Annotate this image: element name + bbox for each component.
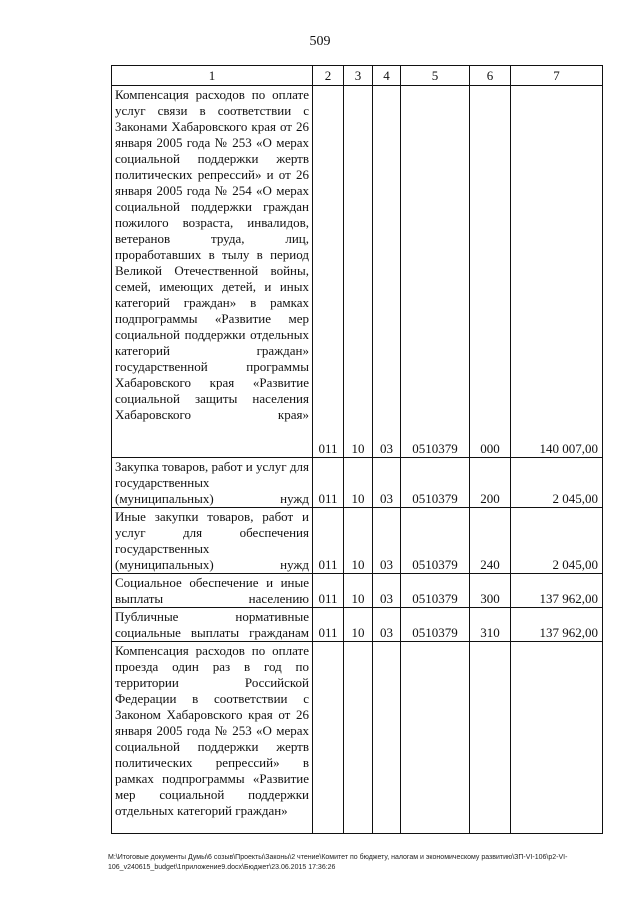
code-cell: 03 bbox=[373, 508, 401, 574]
row-description: Социальное обеспечение и иные выплаты населению bbox=[112, 574, 313, 608]
code-cell: 10 bbox=[344, 508, 373, 574]
code-cell: 011 bbox=[313, 608, 344, 642]
row-description: Публичные нормативные социальные выплаты гражданам bbox=[112, 608, 313, 642]
code-cell: 03 bbox=[373, 608, 401, 642]
code-cell: 03 bbox=[373, 574, 401, 608]
code-cell: 011 bbox=[313, 508, 344, 574]
table-row bbox=[112, 608, 603, 642]
code-cell bbox=[313, 642, 344, 834]
code-cell: 0510379 bbox=[401, 86, 470, 458]
table-row bbox=[112, 574, 603, 608]
code-cell: 10 bbox=[344, 458, 373, 508]
code-cell: 0510379 bbox=[401, 574, 470, 608]
table-row bbox=[112, 508, 603, 574]
code-cell: 300 bbox=[470, 574, 511, 608]
header-cell: 3 bbox=[344, 66, 373, 86]
code-cell: 011 bbox=[313, 574, 344, 608]
budget-table bbox=[111, 65, 603, 834]
amount-cell bbox=[511, 642, 603, 834]
table-row bbox=[112, 458, 603, 508]
code-cell: 0510379 bbox=[401, 458, 470, 508]
row-description: Компенсация расходов по оплате проезда один раз в год по территории Российской Федерации в соответствии с Законом Хабаровского края от 26 января 2005 года № 253 «О мерах социальной поддержки жертв политических репрессий» в рамках подпрограммы «Развитие мер социальной поддержки отдельных категорий граждан» bbox=[112, 642, 313, 834]
code-cell: 0510379 bbox=[401, 608, 470, 642]
header-cell: 5 bbox=[401, 66, 470, 86]
code-cell: 03 bbox=[373, 458, 401, 508]
code-cell bbox=[470, 642, 511, 834]
code-cell bbox=[401, 642, 470, 834]
table-row bbox=[112, 86, 603, 458]
header-cell: 4 bbox=[373, 66, 401, 86]
code-cell bbox=[373, 642, 401, 834]
code-cell: 011 bbox=[313, 86, 344, 458]
code-cell: 10 bbox=[344, 86, 373, 458]
table-row bbox=[112, 642, 603, 834]
code-cell: 10 bbox=[344, 574, 373, 608]
code-cell: 10 bbox=[344, 608, 373, 642]
amount-cell: 2 045,00 bbox=[511, 508, 603, 574]
row-description: Закупка товаров, работ и услуг для государственных (муниципальных) нужд bbox=[112, 458, 313, 508]
row-description: Компенсация расходов по оплате услуг связи в соответствии с Законами Хабаровского края от 26 января 2005 года № 253 «О мерах социальной поддержки жертв политических репрессий» и от 26 января 2005 года № 254 «О мерах социальной поддержки граждан пожилого возраста, инвалидов, ветеранов труда, лиц, проработавших в тылу в период Великой Отечественной войны, семей, имеющих детей, и иных категорий граждан» в рамках подпрограммы «Развитие мер социальной поддержки отдельных категорий граждан» государственной программы Хабаровского края «Развитие социальной защиты населения Хабаровского края» bbox=[112, 86, 313, 458]
table-header-row bbox=[112, 66, 603, 86]
amount-cell: 137 962,00 bbox=[511, 608, 603, 642]
header-cell: 2 bbox=[313, 66, 344, 86]
code-cell bbox=[344, 642, 373, 834]
file-path-footer: M:\Итоговые документы Думы\6 созыв\Проекты\Законы\2 чтение\Комитет по бюджету, налогам и экономическому развитию\ЗП-VI-106\р2-VI-106_v240615_budget\1приложение9.docx\Бюджет\23.06.2015 17:36:26 bbox=[108, 854, 568, 871]
code-cell: 000 bbox=[470, 86, 511, 458]
amount-cell: 137 962,00 bbox=[511, 574, 603, 608]
code-cell: 011 bbox=[313, 458, 344, 508]
header-cell: 1 bbox=[112, 66, 313, 86]
header-cell: 7 bbox=[511, 66, 603, 86]
page-number: 509 bbox=[309, 34, 331, 49]
amount-cell: 140 007,00 bbox=[511, 86, 603, 458]
code-cell: 0510379 bbox=[401, 508, 470, 574]
code-cell: 310 bbox=[470, 608, 511, 642]
amount-cell: 2 045,00 bbox=[511, 458, 603, 508]
code-cell: 240 bbox=[470, 508, 511, 574]
header-cell: 6 bbox=[470, 66, 511, 86]
row-description: Иные закупки товаров, работ и услуг для обеспечения государственных (муниципальных) нужд bbox=[112, 508, 313, 574]
code-cell: 03 bbox=[373, 86, 401, 458]
code-cell: 200 bbox=[470, 458, 511, 508]
